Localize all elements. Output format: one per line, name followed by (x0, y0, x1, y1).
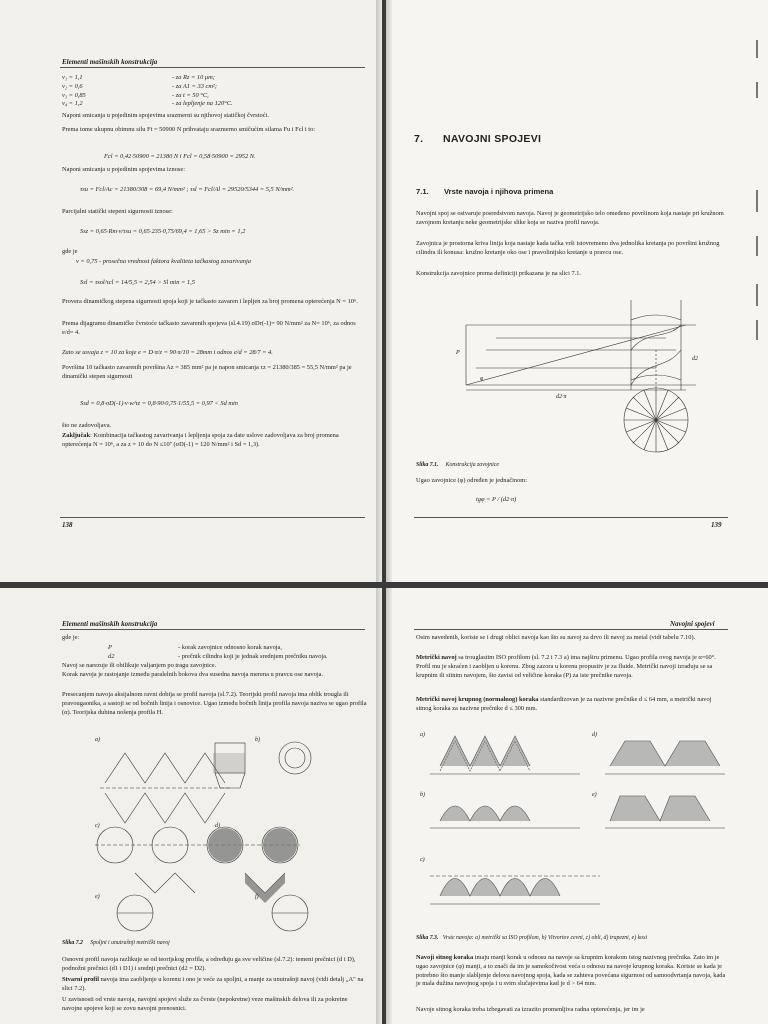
edge-mark (756, 236, 758, 256)
footer-rule (60, 517, 365, 518)
fig72-label-f: f) (255, 894, 259, 900)
term-text: sa trouglastim ISO profilom (sl. 7.2 i 7.3 a) ima najširu primenu. Ugao profila ovog navoja je α=60°. Profil mu je skraćen i zaobljen u korenu. Zbog zazora u korenu propustiv je za fluide. Metrički navoji izrađuju se sa krupnim ili sitnim navojem, što zavisi od veličine koraka (P) za iste prečnike navoja. (416, 654, 716, 679)
paragraph: Korak navoja je rastojanje između paralelnih bokova dva susedna navoja merena u pravcu ose navoja. (62, 671, 324, 678)
page-139 (386, 0, 768, 582)
caption-text: Spoljni i unutrašnji metrički navoj (90, 940, 170, 946)
fig73-label-b: b) (420, 792, 425, 798)
coef-desc-2: - za A1 = 33 cm²; (172, 82, 217, 90)
paragraph: U zavisnosti od vrste navoja, navojni spojevi služe za čvrste (nepokretne) veze mašinskih delova ili za pokretne navojne spojeve koji se zovu navojni prenosnici. (62, 996, 348, 1012)
coefficients-right (172, 74, 362, 109)
paragraph: gde je: (62, 634, 80, 641)
figure-caption (62, 940, 170, 946)
fig71-label-d2: d2 (692, 356, 698, 362)
definition-symbol: d2 (108, 653, 115, 660)
paragraph: Presecanjem navoja aksijalnom ravni dobija se profil navoja (sl.7.2). Teorijski profil navoja ima oblik trougla ili pravougaonika, a sastoji se od bočnih linija i osnovice. Ugao između bočnih linija profila navoja naziva se ugao profila (α). Teorijska dubina nošenja profila H. (62, 691, 367, 716)
caption-text: Vrste navoja: a) metrički sa ISO profilom, b) Vitvortov cevni, c) obli, d) trapezni, e) kosi (442, 935, 647, 941)
page-number: 139 (711, 521, 722, 529)
paragraph (416, 654, 728, 680)
paragraph: što ne zadovoljava. (62, 422, 112, 429)
paragraph: gde je (62, 248, 78, 255)
term-text: imaju manji korak u odnosu na navoje sa krupnim korakom istog nazivnog prečnika. Zato im je ugao zavojnice (φ) manji, a to znači da im je samokočivost veća u odnosu na navoje krupnog koraka. Koriste se kada je potrebno što manje slabljenje delova navojnog spoja, kada se zahteva povećana sigurnost od samoodvrtanja navoja, kada je mala dužina navojnog spoja i u svim slučajevima kad je d > 64 mm. (416, 954, 726, 988)
definition-text: - korak zavojnice odnosno korak navoja, (178, 644, 282, 651)
paragraph: Osnovni profil navoja razlikuje se od teorijskog profila, a određuju ga sve veličine (sl.7.2): temeni prečnici (d i D), podnožni prečnici (d1 i D1) i srednji prečnici (d2 = D2). (62, 956, 356, 972)
fig71-label-phi: φ (480, 376, 484, 382)
figure-caption (416, 934, 728, 942)
coefficients-left (62, 74, 162, 109)
coef-3: ν₃ = 0,85 (62, 91, 86, 99)
header-rule (60, 67, 365, 68)
equation: Zato se usvaja z = 10 za koje e = D·π/z = 90·π/10 = 28mm i odnos e/d = 28/7 = 4. (62, 349, 273, 356)
caption-label: Slika 7.2 (62, 940, 83, 946)
conclusion-text: : Kombinacija tačkastog zavarivanja i lepljenja spoja za date uslove zadovoljava za broj promena opterećenja N = 10⁶, a za z = 10 do N ≤10⁷ (σD(-1) = 120 N/mm² i Sd = 1,3). (62, 432, 339, 448)
paragraph: Navoj se narezuje ili obilikuje valjanjem po tragu zavojnice. (62, 662, 217, 669)
term-text: standardizovan je za nazivne prečnike d ≤ 64 mm, a metrički navoj sitnog koraka za nazivne prečnike d ≤ 300 mm. (416, 696, 712, 712)
coef-desc-3: - za t = 50 °C, (172, 91, 209, 99)
fig73-label-a: a) (420, 732, 425, 738)
fig72-label-c: c) (95, 823, 100, 829)
term: Metrički navoj krupnog (normalnog) koraka (416, 696, 539, 703)
section-number: 7.1. (416, 187, 429, 196)
edge-mark (756, 320, 758, 340)
definition-symbol: P (108, 644, 112, 651)
chapter-number: 7. (414, 133, 424, 145)
metric-thread-figure (95, 733, 335, 933)
paragraph: Površina 10 tačkasto zavarenih površina Az = 385 mm² pa je napon smicanja τz = 21380/385 = 55,5 N/mm² pa je dinamički stepen sigurnosti (62, 364, 352, 380)
paragraph (62, 976, 367, 994)
helix-construction-figure (456, 290, 736, 460)
coef-desc-1: - za Rz = 10 μm; (172, 74, 215, 81)
fig71-label-d2pi: d2·π (556, 394, 567, 400)
page-138 (0, 0, 382, 582)
running-head: Elementi mašinskih konstrukcija (62, 58, 158, 66)
equation: Ssl = τsol/τcl = 14/5,5 = 2,54 > Sl min = 1,5 (80, 279, 195, 286)
paragraph: Zavojnica je prostorna kriva linija koja nastaje kada tačka vrši istovremeno dva jednolika kretanja po površini kružnog cilindra ili konusa: kružno kretanje oko ose i pravolinijsko kretanje u pravcu ose. (416, 240, 720, 256)
paragraph: Naponi smicanja u pojedinim spojevima srazmerni su njihovoj statičkoj čvrstoći. (62, 112, 269, 119)
header-rule (60, 629, 365, 630)
figure-caption (416, 462, 499, 468)
equation: Ssd = 0,8·σD(-1)·v·w/τz = 0,8·90·0,75·1/55,5 = 0,97 < Sd min (80, 400, 238, 407)
paragraph: Navoje sitnog koraka treba izbegavati za izrazito promenljiva radna opterećenja, jer im je (416, 1006, 645, 1013)
page-gutter (376, 0, 382, 582)
caption-label: Slika 7.1. (416, 462, 439, 468)
footer-rule (414, 517, 728, 518)
page-141 (386, 588, 768, 1024)
fig73-label-c: c) (420, 857, 425, 863)
fig71-label-P: P (456, 350, 460, 356)
section-title: Vrste navoja i njihova primena (444, 187, 554, 196)
paragraph: Osim navedenih, koriste se i drugi oblici navoja kao što su navoj za drvo ili navoj za metal (vidi tabelu 7.10). (416, 634, 696, 641)
paragraph: Konstrukcija zavojnice prema definiciji prikazana je na slici 7.1. (416, 270, 582, 277)
fig72-label-d: d) (215, 823, 220, 829)
term-text: navoja ima zaobljenje u korenu i ono je veće za spoljni, a manje za unutrašnji navoj (vidi detalj „A" na slici 7.2). (62, 976, 364, 992)
paragraph: Prema tome ukupnu obimnu silu Ft = 50900 N prihvataju srazmerno smičućim silama Fu i Fcl i to: (62, 126, 315, 133)
coef-4: ν₄ = 1,2 (62, 100, 83, 108)
conclusion-label: Zaključak (62, 432, 91, 439)
running-head: Elementi mašinskih konstrukcija (62, 620, 158, 628)
paragraph: Prema dijagramu dinamičke čvrstoće tačkasto zavarenih spojeva (sl.4.19) σDr(-1)= 90 N/mm² za N= 10⁶, za odnos e/d= 4. (62, 320, 356, 336)
paragraph: Provera dinamičkog stepena sigurnosti spoja koji je tačkasto zavaren i lepljen za broj promena opterećenja N = 10⁶. (62, 298, 358, 305)
page-gutter (376, 588, 382, 1024)
paragraph (416, 696, 728, 714)
definition-text: - prečnik cilindra koji je jednak srednjem prečniku navoja. (178, 653, 328, 660)
fig72-label-e: e) (95, 894, 100, 900)
coef-desc-4: - za lepljenje na 120°C. (172, 100, 233, 108)
thread-types-figure (420, 726, 730, 926)
term: Stvarni profil (62, 976, 99, 983)
paragraph: v = 0,75 - prosečna vrednost faktora kvaliteta tačkastog zavarivanja (76, 258, 251, 265)
conclusion (62, 432, 367, 450)
page-140 (0, 588, 382, 1024)
paragraph: Parcijalni statički stepeni sigurnosti iznose: (62, 208, 173, 215)
coef-1: ν₁ = 1,1 (62, 74, 83, 81)
paragraph: Navojni spoj se ostvaruje posredstvom navoja. Navoj je geometrijsko telo omeđeno površinom koja nastaje pri kružnom zavojnom kretanju neke geometrijske slike koja se naziva profil navoja. (416, 210, 724, 226)
term: Navoji sitnog koraka (416, 954, 474, 961)
fig73-label-e: e) (592, 792, 597, 798)
paragraph: Ugao zavojnice (φ) određen je jednačinom: (416, 477, 528, 484)
coef-2: ν₂ = 0,6 (62, 82, 83, 90)
equation: tgφ = P / (d2·π) (476, 496, 517, 503)
edge-mark (756, 284, 758, 306)
header-rule (414, 629, 728, 630)
fig72-label-b: b) (255, 737, 260, 743)
edge-mark (756, 40, 758, 58)
equation: Fcl = 0,42·50900 = 21380 N i Fcl = 0,58·50900 = 2952 N. (104, 153, 256, 160)
paragraph (416, 954, 728, 989)
edge-mark (756, 82, 758, 98)
term: Metrički navoj (416, 654, 457, 661)
fig73-label-d: d) (592, 732, 597, 738)
paragraph: Naponi smicanja u pojedinim spojevima iznose: (62, 166, 185, 173)
page-gutter (386, 0, 392, 582)
fig72-label-a: a) (95, 737, 100, 743)
equation: Ssz = 0,65·Rm·v/τsu = 0,65·235·0,75/69,4 = 1,65 > Sz min = 1,2 (80, 228, 246, 235)
chapter-title: NAVOJNI SPOJEVI (443, 133, 542, 145)
equation: τsu = Fcl/Ac = 21380/308 = 69,4 N/mm² ; τsl = Fcl/Al = 29520/5344 = 5,5 N/mm². (80, 186, 295, 193)
page-gutter (386, 588, 392, 1024)
page-number: 138 (62, 521, 73, 529)
caption-text: Konstrukcija zavojnice (445, 462, 499, 468)
running-head: Navojni spojevi (670, 620, 715, 628)
caption-label: Slika 7.3. (416, 935, 439, 941)
edge-mark (756, 190, 758, 212)
